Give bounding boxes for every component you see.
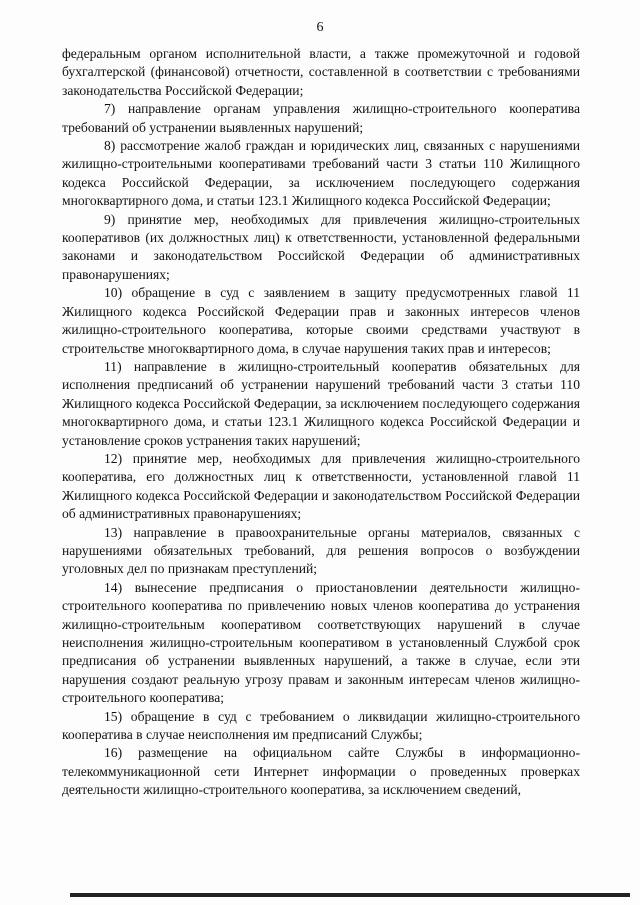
- paragraph-item-14: 14) вынесение предписания о приостановлении деятельности жилищно-строительного кооператива по привлечению новых членов кооператива до устранения жилищно-строительным кооперативом соответствующих нарушений в случае неисполнения жилищно-строительным кооперативом в установленный Службой срок предписания об устранении выявленных нарушений, а также в случае, если эти нарушения создают реальную угрозу правам и законным интересам членов жилищно-строительного кооператива;: [62, 579, 580, 706]
- paragraph-item-11: 11) направление в жилищно-строительный кооператив обязательных для исполнения предписаний об устранении нарушений требований части 3 статьи 110 Жилищного кодекса Российской Федерации, за исключением последующего содержания многоквартирного дома, и статьи 123.1 Жилищного кодекса Российской Федерации и установление сроков устранения таких нарушений;: [62, 358, 580, 448]
- paragraph-item-10: 10) обращение в суд с заявлением в защиту предусмотренных главой 11 Жилищного кодекса Российской Федерации прав и законных интересов членов жилищно-строительного кооператива, которые своими средствами участвуют в строительстве многоквартирного дома, в случае нарушения таких прав и интересов;: [62, 285, 580, 356]
- paragraph-item-7: 7) направление органам управления жилищно-строительного кооператива требований об устранении выявленных нарушений;: [62, 101, 580, 135]
- page-number: 6: [316, 20, 324, 35]
- paragraph-item-8: 8) рассмотрение жалоб граждан и юридических лиц, связанных с нарушениями жилищно-строительными кооперативами требований части 3 статьи 110 Жилищного кодекса Российской Федерации, за исключением последующего содержания многоквартирного дома, и статьи 123.1 Жилищного кодекса Российской Федерации;: [62, 138, 580, 209]
- paragraph-item-16: 16) размещение на официальном сайте Службы в информационно-телекоммуникационной сети Интернет информации о проведенных проверках деятельности жилищно-строительного кооператива, за исключением сведений,: [62, 745, 580, 798]
- paragraph-item-12: 12) принятие мер, необходимых для привлечения жилищно-строительного кооператива, его должностных лиц к ответственности, установленной главой 11 Жилищного кодекса Российской Федерации и законодательством Российской Федерации об административных правонарушениях;: [62, 450, 580, 522]
- paragraph-item-15: 15) обращение в суд с требованием о ликвидации жилищно-строительного кооператива в случае неисполнения им предписаний Службы;: [62, 708, 580, 743]
- paragraph-item-13: 13) направление в правоохранительные органы материалов, связанных с нарушениями обязательных требований, для решения вопросов о возбуждении уголовных дел по признакам преступлений;: [62, 524, 580, 577]
- scan-edge-line: [70, 893, 630, 897]
- document-body: [62, 45, 580, 800]
- paragraph-item-9: 9) принятие мер, необходимых для привлечения жилищно-строительных кооперативов (их должностных лиц) к ответственности, установленной федеральными законами и законодательством Российской Федерации об административных правонарушениях;: [62, 211, 580, 282]
- paragraph-continuation: федеральным органом исполнительной власти, а также промежуточной и годовой бухгалтерской (финансовой) отчетности, составленной в соответствии с требованиями законодательства Российской Федерации;: [62, 46, 580, 98]
